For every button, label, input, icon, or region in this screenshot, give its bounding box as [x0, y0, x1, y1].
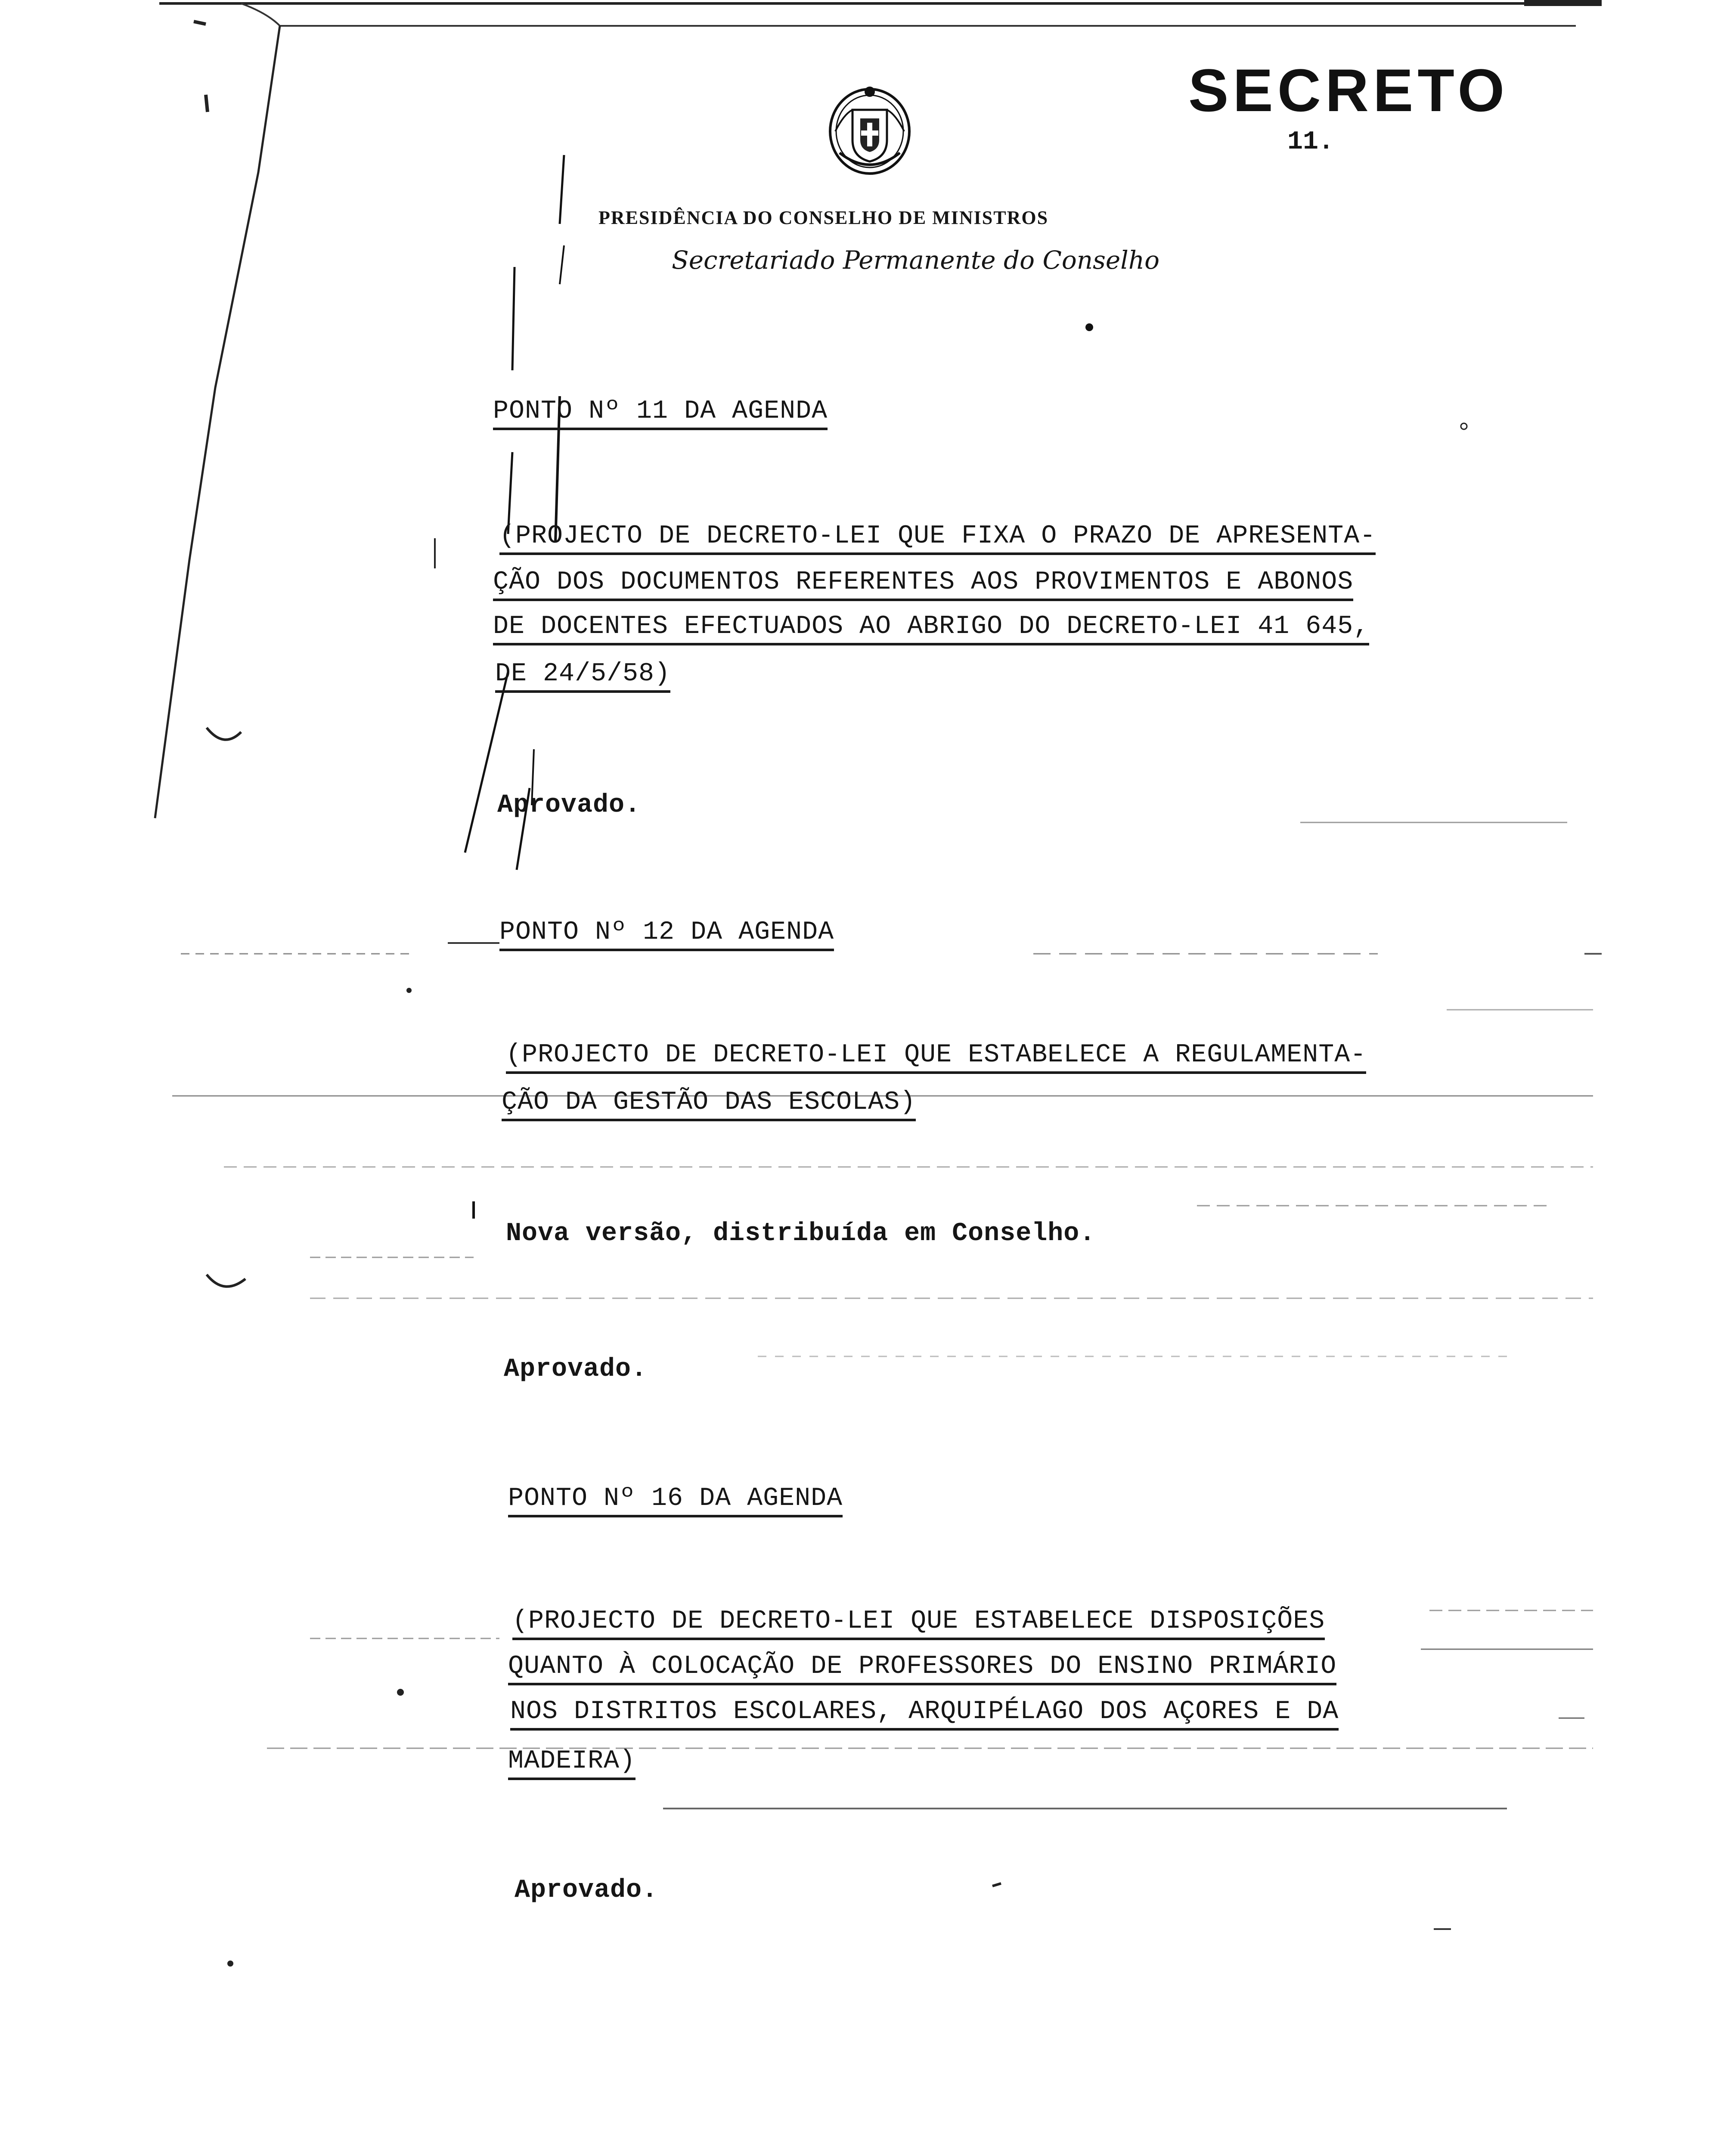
agenda-item-description-line: (PROJECTO DE DECRETO-LEI QUE FIXA O PRAZO DE APRESENTA- — [499, 523, 1376, 549]
agenda-item-description-line: DE DOCENTES EFECTUADOS AO ABRIGO DO DECRETO-LEI 41 645, — [493, 614, 1369, 639]
agenda-item-note: Nova versão, distribuída em Conselho. — [506, 1219, 1096, 1248]
agenda-item-description-line: ÇÃO DOS DOCUMENTOS REFERENTES AOS PROVIMENTOS E ABONOS — [493, 569, 1353, 595]
agenda-item-description-line: MADEIRA) — [508, 1748, 636, 1774]
agenda-item-heading: PONTO Nº 12 DA AGENDA — [499, 919, 834, 945]
agenda-item-heading: PONTO Nº 16 DA AGENDA — [508, 1486, 843, 1511]
institution-name: PRESIDÊNCIA DO CONSELHO DE MINISTROS — [598, 207, 1049, 228]
department-name: Secretariado Permanente do Conselho — [672, 245, 1160, 275]
agenda-item-description-line: (PROJECTO DE DECRETO-LEI QUE ESTABELECE DISPOSIÇÕES — [512, 1608, 1325, 1634]
agenda-item-description-line: NOS DISTRITOS ESCOLARES, ARQUIPÉLAGO DOS AÇORES E DA — [510, 1699, 1339, 1725]
agenda-item-description-line: ÇÃO DA GESTÃO DAS ESCOLAS) — [502, 1089, 916, 1115]
agenda-item-description-line: DE 24/5/58) — [495, 661, 670, 687]
classification-stamp: SECRETO — [1188, 56, 1509, 124]
agenda-item-description-line: QUANTO À COLOCAÇÃO DE PROFESSORES DO ENSINO PRIMÁRIO — [508, 1654, 1336, 1679]
agenda-item-description-line: (PROJECTO DE DECRETO-LEI QUE ESTABELECE A REGULAMENTA- — [506, 1042, 1366, 1068]
coat-of-arms-emblem — [827, 84, 913, 177]
agenda-item-result: Aprovado. — [497, 791, 641, 820]
agenda-item-result: Aprovado. — [515, 1876, 658, 1905]
agenda-item-heading: PONTO Nº 11 DA AGENDA — [493, 398, 828, 424]
agenda-item-result: Aprovado. — [504, 1355, 648, 1384]
page-number: 11. — [1287, 127, 1334, 157]
